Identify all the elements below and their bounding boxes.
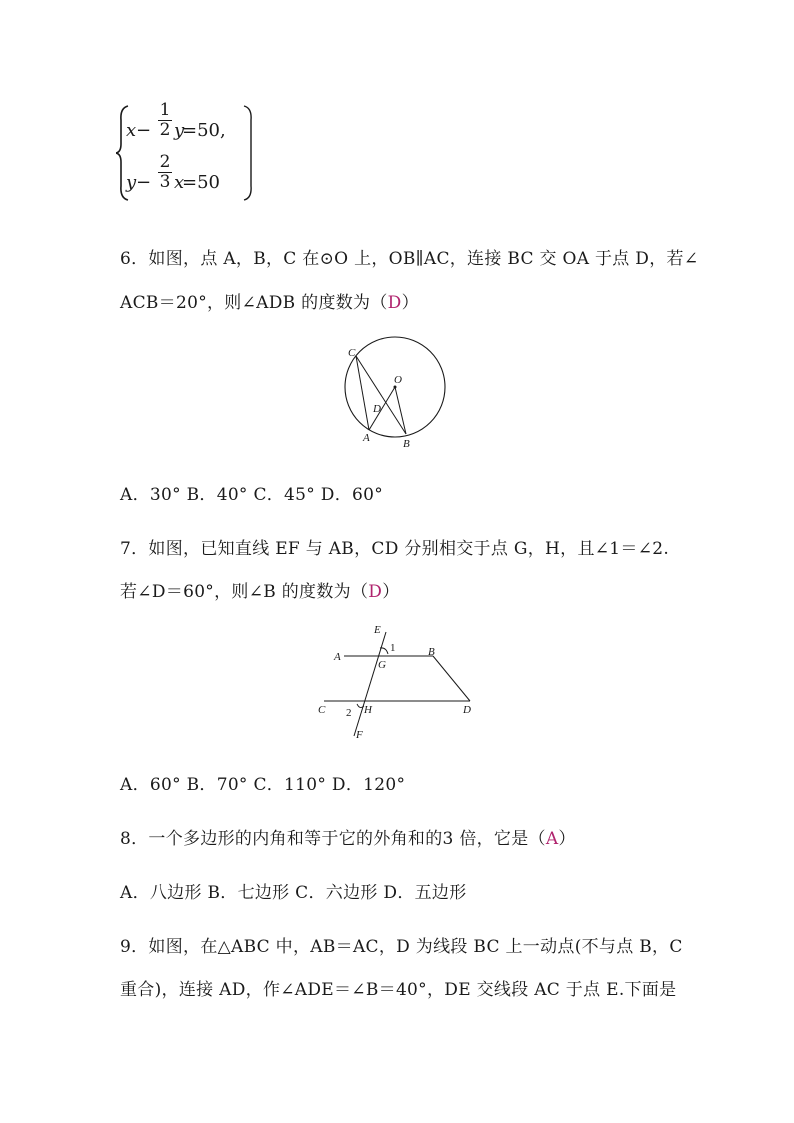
eq2-var1: y	[126, 172, 137, 193]
segment-cb	[356, 356, 406, 434]
eq2-rhs: =50	[182, 172, 220, 193]
q6-line2-close: ）	[401, 293, 419, 313]
q7-answer: D	[368, 582, 383, 602]
eq2-denominator: 3	[159, 172, 171, 192]
segment-ob	[395, 387, 406, 434]
label-o: O	[394, 374, 402, 386]
q6-line2	[120, 288, 419, 313]
q7-parallel-lines-figure	[316, 620, 478, 742]
q6-circle-figure	[336, 330, 456, 454]
label-b: B	[428, 646, 435, 658]
label-g: G	[378, 659, 386, 671]
eq1-minus: −	[136, 120, 152, 141]
q7-line2	[120, 577, 400, 602]
q6-options: A．30° B．40° C．45° D．60°	[120, 485, 384, 505]
label-d: D	[463, 704, 471, 716]
segment-bd	[433, 656, 470, 701]
label-a: A	[334, 651, 341, 663]
q6-answer: D	[387, 293, 402, 313]
q7-options: A．60° B．70° C．110° D．120°	[120, 775, 406, 795]
label-e: E	[374, 624, 381, 636]
q6-line2-text: ACB＝20°，则∠ADB 的度数为（	[120, 293, 388, 313]
q6-line1: 6．如图，点 A，B，C 在⊙O 上，OB∥AC，连接 BC 交 OA 于点 D，若∠	[120, 249, 699, 269]
label-a: A	[363, 432, 370, 444]
eq2-var2: x	[174, 172, 185, 193]
label-angle-1: 1	[390, 642, 396, 654]
q7-line2-text: 若∠D＝60°，则∠B 的度数为（	[120, 582, 369, 602]
label-angle-2: 2	[346, 707, 352, 719]
eq1-var1: x	[126, 120, 137, 141]
eq1-numerator: 1	[159, 100, 171, 120]
q7-line1: 7．如图，已知直线 EF 与 AB，CD 分别相交于点 G，H，且∠1＝∠2.	[120, 539, 670, 559]
q8-line1	[120, 824, 576, 849]
eq2-fraction	[158, 154, 172, 191]
q8-answer: A	[545, 829, 559, 849]
label-c: C	[348, 347, 356, 359]
eq1-var2: y	[174, 120, 185, 141]
segment-ca	[356, 356, 369, 430]
q9-line2: 重合)，连接 AD，作∠ADE＝∠B＝40°，DE 交线段 AC 于点 E.下面是	[120, 980, 677, 1000]
q9-line1: 9．如图，在△ABC 中，AB＝AC，D 为线段 BC 上一动点(不与点 B，C	[120, 937, 683, 957]
q8-line1-close: ）	[558, 829, 576, 849]
label-f: F	[356, 729, 363, 741]
label-c: C	[318, 704, 326, 716]
q8-options: A．八边形 B．七边形 C．六边形 D．五边形	[120, 883, 467, 903]
eq1-rhs: =50,	[182, 120, 226, 141]
eq1-denominator: 2	[159, 120, 171, 140]
q8-line1-text: 8．一个多边形的内角和等于它的外角和的3 倍，它是（	[120, 829, 546, 849]
label-h: H	[364, 704, 372, 716]
eq1-fraction	[158, 102, 172, 139]
q7-line2-close: ）	[382, 582, 400, 602]
label-b: B	[403, 438, 410, 450]
label-d: D	[373, 403, 381, 415]
eq2-numerator: 2	[159, 152, 171, 172]
equation-system	[116, 100, 256, 206]
eq2-minus: −	[136, 172, 152, 193]
